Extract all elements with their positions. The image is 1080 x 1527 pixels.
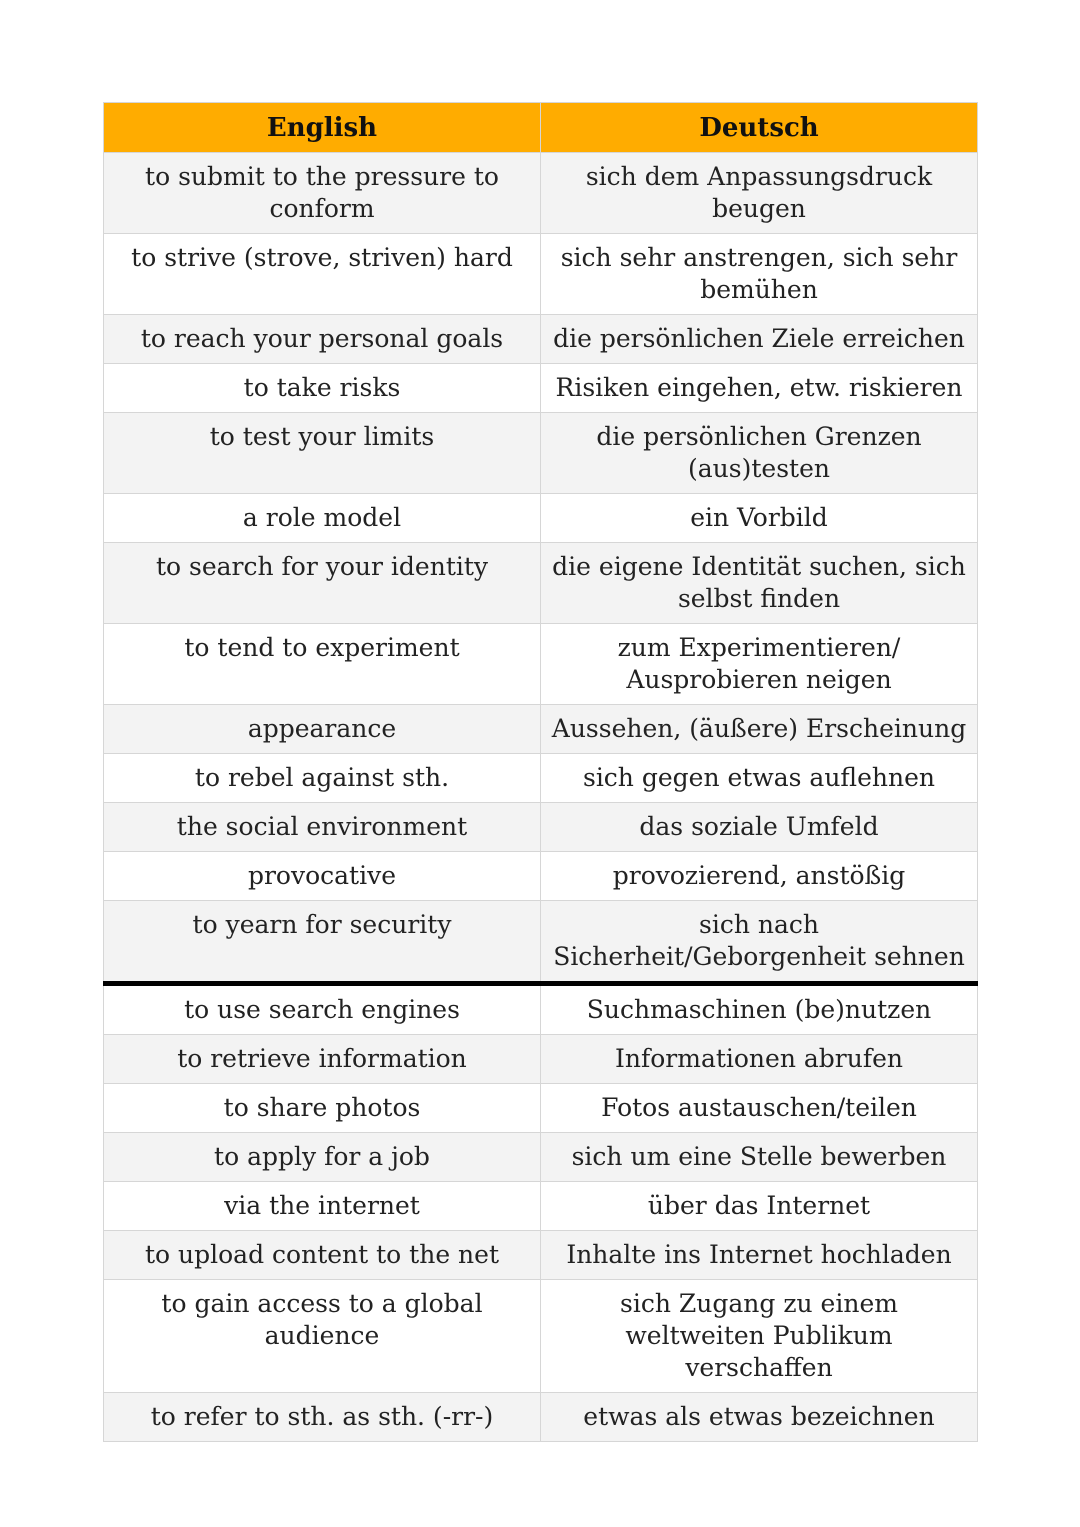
table-header [104,103,978,153]
table-row [104,1035,978,1084]
table-row [104,984,978,1035]
table-row [104,1182,978,1231]
english-term: to submit to the pressure to conform [104,153,541,234]
table-row [104,153,978,234]
table-row [104,624,978,705]
german-term: die persönlichen Grenzen (aus)testen [541,413,978,494]
german-term: sich nach Sicherheit/Geborgenheit sehnen [541,901,978,984]
english-term: to strive (strove, striven) hard [104,234,541,315]
table-row [104,543,978,624]
english-term: to take risks [104,364,541,413]
english-term: to gain access to a global audience [104,1280,541,1393]
english-term: provocative [104,852,541,901]
english-term: to search for your identity [104,543,541,624]
header-english: English [104,103,541,153]
english-term: to reach your personal goals [104,315,541,364]
english-term: to tend to experiment [104,624,541,705]
vocabulary-section-2 [104,984,978,1442]
german-term: die persönlichen Ziele erreichen [541,315,978,364]
german-term: ein Vorbild [541,494,978,543]
english-term: to retrieve information [104,1035,541,1084]
english-term: to share photos [104,1084,541,1133]
table-row [104,1231,978,1280]
table-row [104,1280,978,1393]
table-row [104,803,978,852]
table-row [104,234,978,315]
german-term: die eigene Identität suchen, sich selbst finden [541,543,978,624]
german-term: Aussehen, (äußere) Erscheinung [541,705,978,754]
vocabulary-table [103,102,978,1442]
table-row [104,1084,978,1133]
german-term: sich sehr anstrengen, sich sehr bemühen [541,234,978,315]
english-term: a role model [104,494,541,543]
german-term: über das Internet [541,1182,978,1231]
header-deutsch: Deutsch [541,103,978,153]
table-row [104,315,978,364]
table-row [104,901,978,984]
english-term: to yearn for security [104,901,541,984]
table-row [104,1393,978,1442]
table-row [104,754,978,803]
table-row [104,364,978,413]
header-row [104,103,978,153]
english-term: to use search engines [104,984,541,1035]
german-term: sich dem Anpassungsdruck beugen [541,153,978,234]
english-term: the social environment [104,803,541,852]
english-term: to upload content to the net [104,1231,541,1280]
english-term: to apply for a job [104,1133,541,1182]
english-term: to test your limits [104,413,541,494]
german-term: provozierend, anstößig [541,852,978,901]
german-term: Suchmaschinen (be)nutzen [541,984,978,1035]
german-term: das soziale Umfeld [541,803,978,852]
german-term: sich gegen etwas auflehnen [541,754,978,803]
english-term: via the internet [104,1182,541,1231]
table-row [104,1133,978,1182]
german-term: Fotos austauschen/teilen [541,1084,978,1133]
table-row [104,413,978,494]
german-term: sich Zugang zu einem weltweiten Publikum verschaffen [541,1280,978,1393]
english-term: to refer to sth. as sth. (-rr-) [104,1393,541,1442]
vocabulary-section-1 [104,153,978,984]
table-row [104,705,978,754]
german-term: sich um eine Stelle bewerben [541,1133,978,1182]
table-row [104,852,978,901]
english-term: appearance [104,705,541,754]
german-term: Risiken eingehen, etw. riskieren [541,364,978,413]
german-term: etwas als etwas bezeichnen [541,1393,978,1442]
table-row [104,494,978,543]
english-term: to rebel against sth. [104,754,541,803]
german-term: Informationen abrufen [541,1035,978,1084]
german-term: zum Experimentieren/ Ausprobieren neigen [541,624,978,705]
german-term: Inhalte ins Internet hochladen [541,1231,978,1280]
